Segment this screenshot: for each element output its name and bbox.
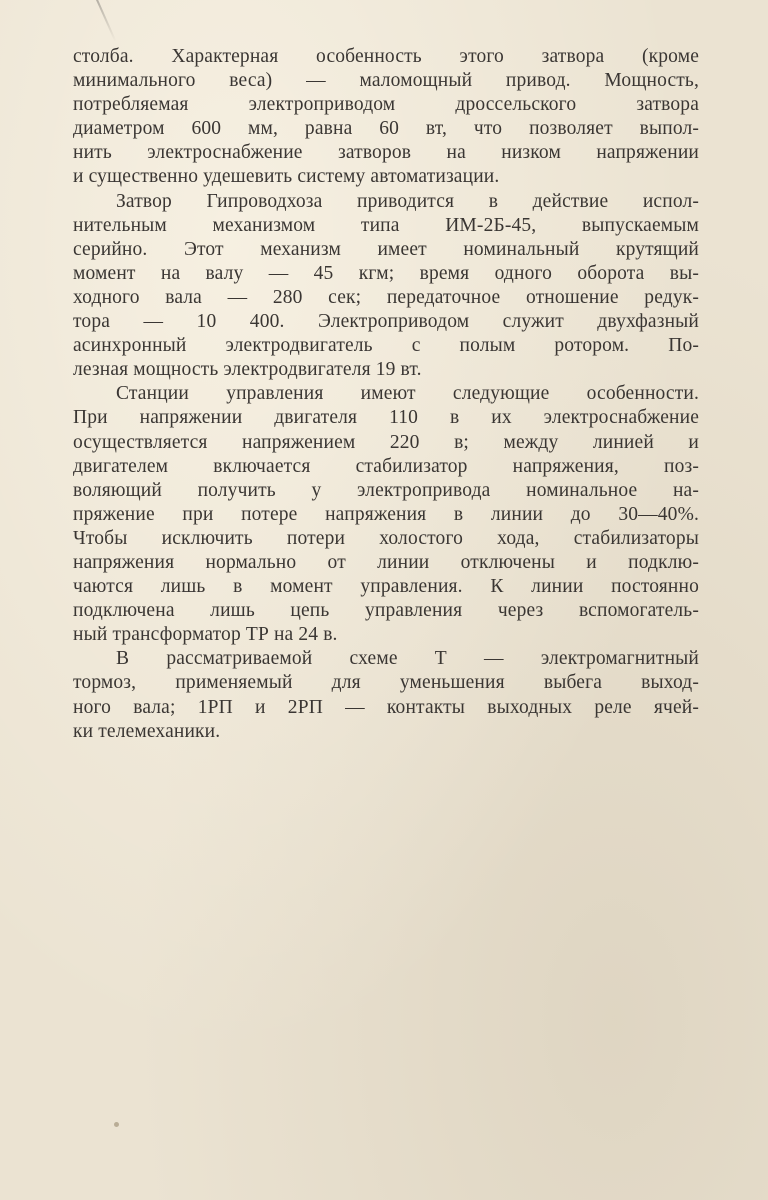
text-line: В рассматриваемой схеме Т — электромагнитный — [116, 648, 699, 670]
text-line: диаметром 600 мм, равна 60 вт, что позволяет выпол- — [73, 118, 699, 140]
text-line: ного вала; 1РП и 2РП — контакты выходных реле ячей- — [73, 696, 699, 718]
text-line: потребляемая электроприводом дроссельского затвора — [73, 94, 699, 116]
body-text — [73, 45, 699, 744]
text-line: Затвор Гипроводхоза приводится в действие испол- — [116, 190, 699, 212]
text-line: подключена лишь цепь управления через вспомогатель- — [73, 600, 699, 622]
text-line: осуществляется напряжением 220 в; между линией и — [73, 431, 699, 453]
text-line: асинхронный электродвигатель с полым ротором. По- — [73, 335, 699, 357]
paragraph-3 — [73, 382, 699, 647]
text-line: напряжения нормально от линии отключены и подклю- — [73, 551, 699, 573]
text-line: нить электроснабжение затворов на низком напряжении — [73, 142, 699, 164]
paragraph-4 — [73, 647, 699, 743]
text-line: нительным механизмом типа ИМ-2Б-45, выпускаемым — [73, 214, 699, 236]
text-line: ный трансформатор ТР на 24 в. — [73, 624, 338, 646]
text-line: ки телемеханики. — [73, 720, 221, 742]
text-line: минимального веса) — маломощный привод. Мощность, — [73, 70, 699, 92]
text-line: ходного вала — 280 сек; передаточное отношение редук- — [73, 286, 699, 308]
text-line: серийно. Этот механизм имеет номинальный крутящий — [73, 238, 699, 260]
text-line: Чтобы исключить потери холостого хода, стабилизаторы — [73, 527, 699, 549]
text-line: и существенно удешевить систему автоматизации. — [73, 166, 500, 188]
text-line: воляющий получить у электропривода номинальное на- — [73, 479, 699, 501]
text-line: пряжение при потере напряжения в линии до 30—40%. — [73, 503, 699, 525]
text-line: двигателем включается стабилизатор напряжения, поз- — [73, 455, 699, 477]
text-line: момент на валу — 45 кгм; время одного оборота вы- — [73, 262, 699, 284]
pencil-mark — [96, 0, 117, 42]
text-line: лезная мощность электродвигателя 19 вт. — [73, 359, 422, 381]
text-line: тормоз, применяемый для уменьшения выбега выход- — [73, 672, 699, 694]
paper-speck — [114, 1122, 119, 1127]
text-line: тора — 10 400. Электроприводом служит двухфазный — [73, 311, 699, 333]
text-line: Станции управления имеют следующие особенности. — [116, 383, 699, 405]
paragraph-2 — [73, 190, 699, 383]
text-line: столба. Характерная особенность этого затвора (кроме — [73, 46, 699, 67]
paragraph-1 — [73, 45, 699, 190]
text-line: чаются лишь в момент управления. К линии постоянно — [73, 576, 699, 598]
text-line: При напряжении двигателя 110 в их электроснабжение — [73, 407, 699, 429]
